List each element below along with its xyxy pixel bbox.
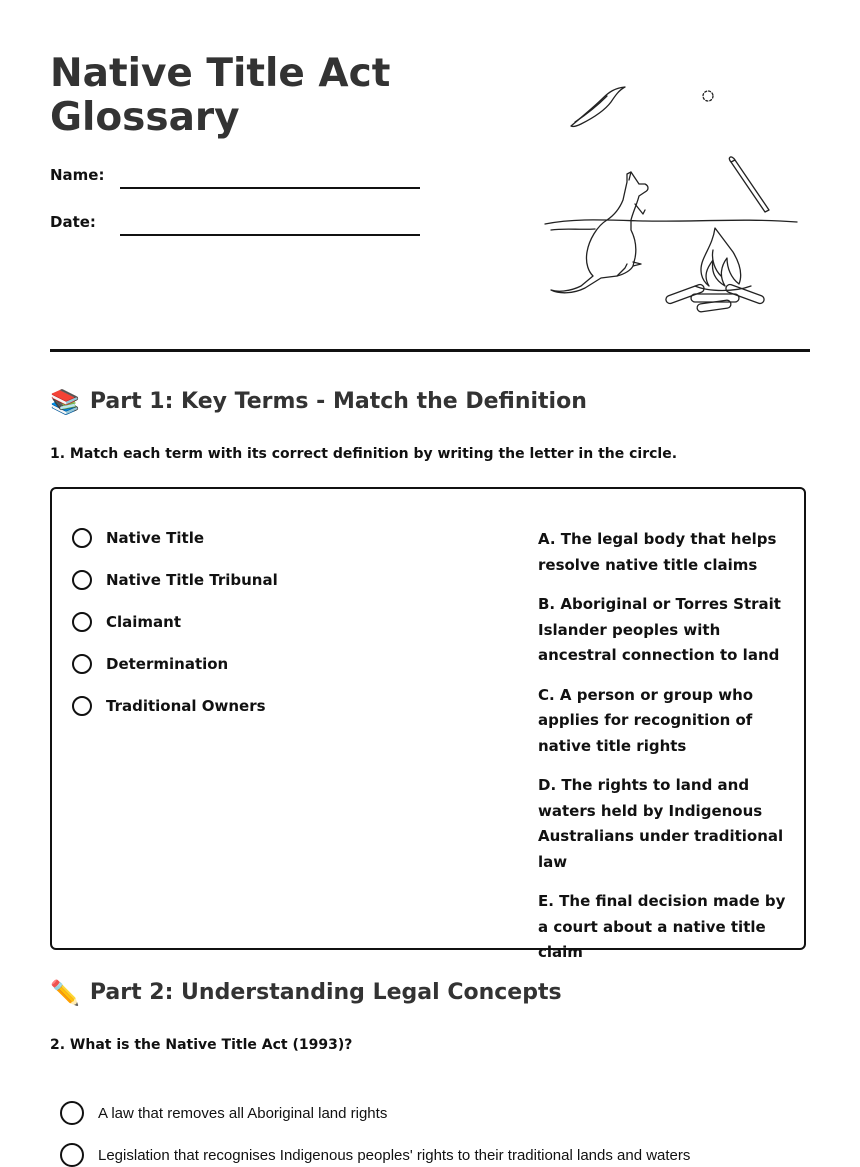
header-divider bbox=[50, 349, 810, 352]
answer-circle[interactable] bbox=[72, 612, 92, 632]
definition-b: B. Aboriginal or Torres Strait Islander peoples with ancestral connection to land bbox=[538, 595, 781, 664]
answer-circle[interactable] bbox=[72, 570, 92, 590]
matching-box bbox=[50, 487, 806, 961]
campfire-icon bbox=[665, 228, 765, 312]
option-radio[interactable] bbox=[60, 1143, 84, 1167]
term-label: Traditional Owners bbox=[106, 697, 266, 715]
part1-heading-text: Part 1: Key Terms - Match the Definition bbox=[89, 389, 587, 414]
option-label: A law that removes all Aboriginal land rights bbox=[98, 1104, 388, 1122]
name-label: Name: bbox=[50, 166, 105, 184]
option-label: Legislation that recognises Indigenous peoples' rights to their traditional lands and waters bbox=[98, 1146, 691, 1164]
definitions-list bbox=[538, 527, 790, 980]
term-label: Native Title Tribunal bbox=[106, 571, 278, 589]
term-row bbox=[72, 696, 266, 716]
answer-circle[interactable] bbox=[72, 696, 92, 716]
question-2: 2. What is the Native Title Act (1993)? bbox=[50, 1037, 353, 1053]
option-row bbox=[60, 1143, 690, 1167]
worksheet-title bbox=[50, 52, 390, 140]
term-row bbox=[72, 612, 181, 632]
definition-a: A. The legal body that helps resolve native title claims bbox=[538, 530, 777, 574]
part2-heading bbox=[50, 980, 562, 1005]
option-row bbox=[60, 1101, 387, 1125]
answer-circle[interactable] bbox=[72, 654, 92, 674]
pencil-icon: ✏️ bbox=[50, 978, 80, 1007]
outback-illustration bbox=[535, 80, 805, 320]
books-icon: 📚 bbox=[50, 387, 80, 416]
definition-e: E. The final decision made by a court about a native title claim bbox=[538, 892, 786, 961]
boomerang-icon bbox=[571, 87, 625, 126]
digging-stick-icon bbox=[729, 157, 769, 212]
answer-circle[interactable] bbox=[72, 528, 92, 548]
term-label: Determination bbox=[106, 655, 229, 673]
question-1: 1. Match each term with its correct definition by writing the letter in the circle. bbox=[50, 446, 678, 462]
part1-heading bbox=[50, 389, 587, 414]
kangaroo-icon bbox=[551, 172, 648, 293]
definition-c: C. A person or group who applies for recognition of native title rights bbox=[538, 685, 754, 755]
date-label: Date: bbox=[50, 213, 96, 231]
term-label: Native Title bbox=[106, 529, 205, 547]
sun-icon bbox=[703, 91, 713, 101]
name-field[interactable] bbox=[120, 187, 420, 189]
title-line-2: Glossary bbox=[50, 95, 240, 140]
definition-d: D. The rights to land and waters held by Indigenous Australians under traditional law bbox=[538, 776, 784, 871]
date-field[interactable] bbox=[120, 234, 420, 236]
title-line-1: Native Title Act bbox=[50, 51, 391, 96]
part2-heading-text: Part 2: Understanding Legal Concepts bbox=[89, 980, 562, 1005]
option-radio[interactable] bbox=[60, 1101, 84, 1125]
term-label: Claimant bbox=[106, 613, 182, 631]
term-row bbox=[72, 528, 204, 548]
term-row bbox=[72, 654, 228, 674]
term-row bbox=[72, 570, 278, 590]
